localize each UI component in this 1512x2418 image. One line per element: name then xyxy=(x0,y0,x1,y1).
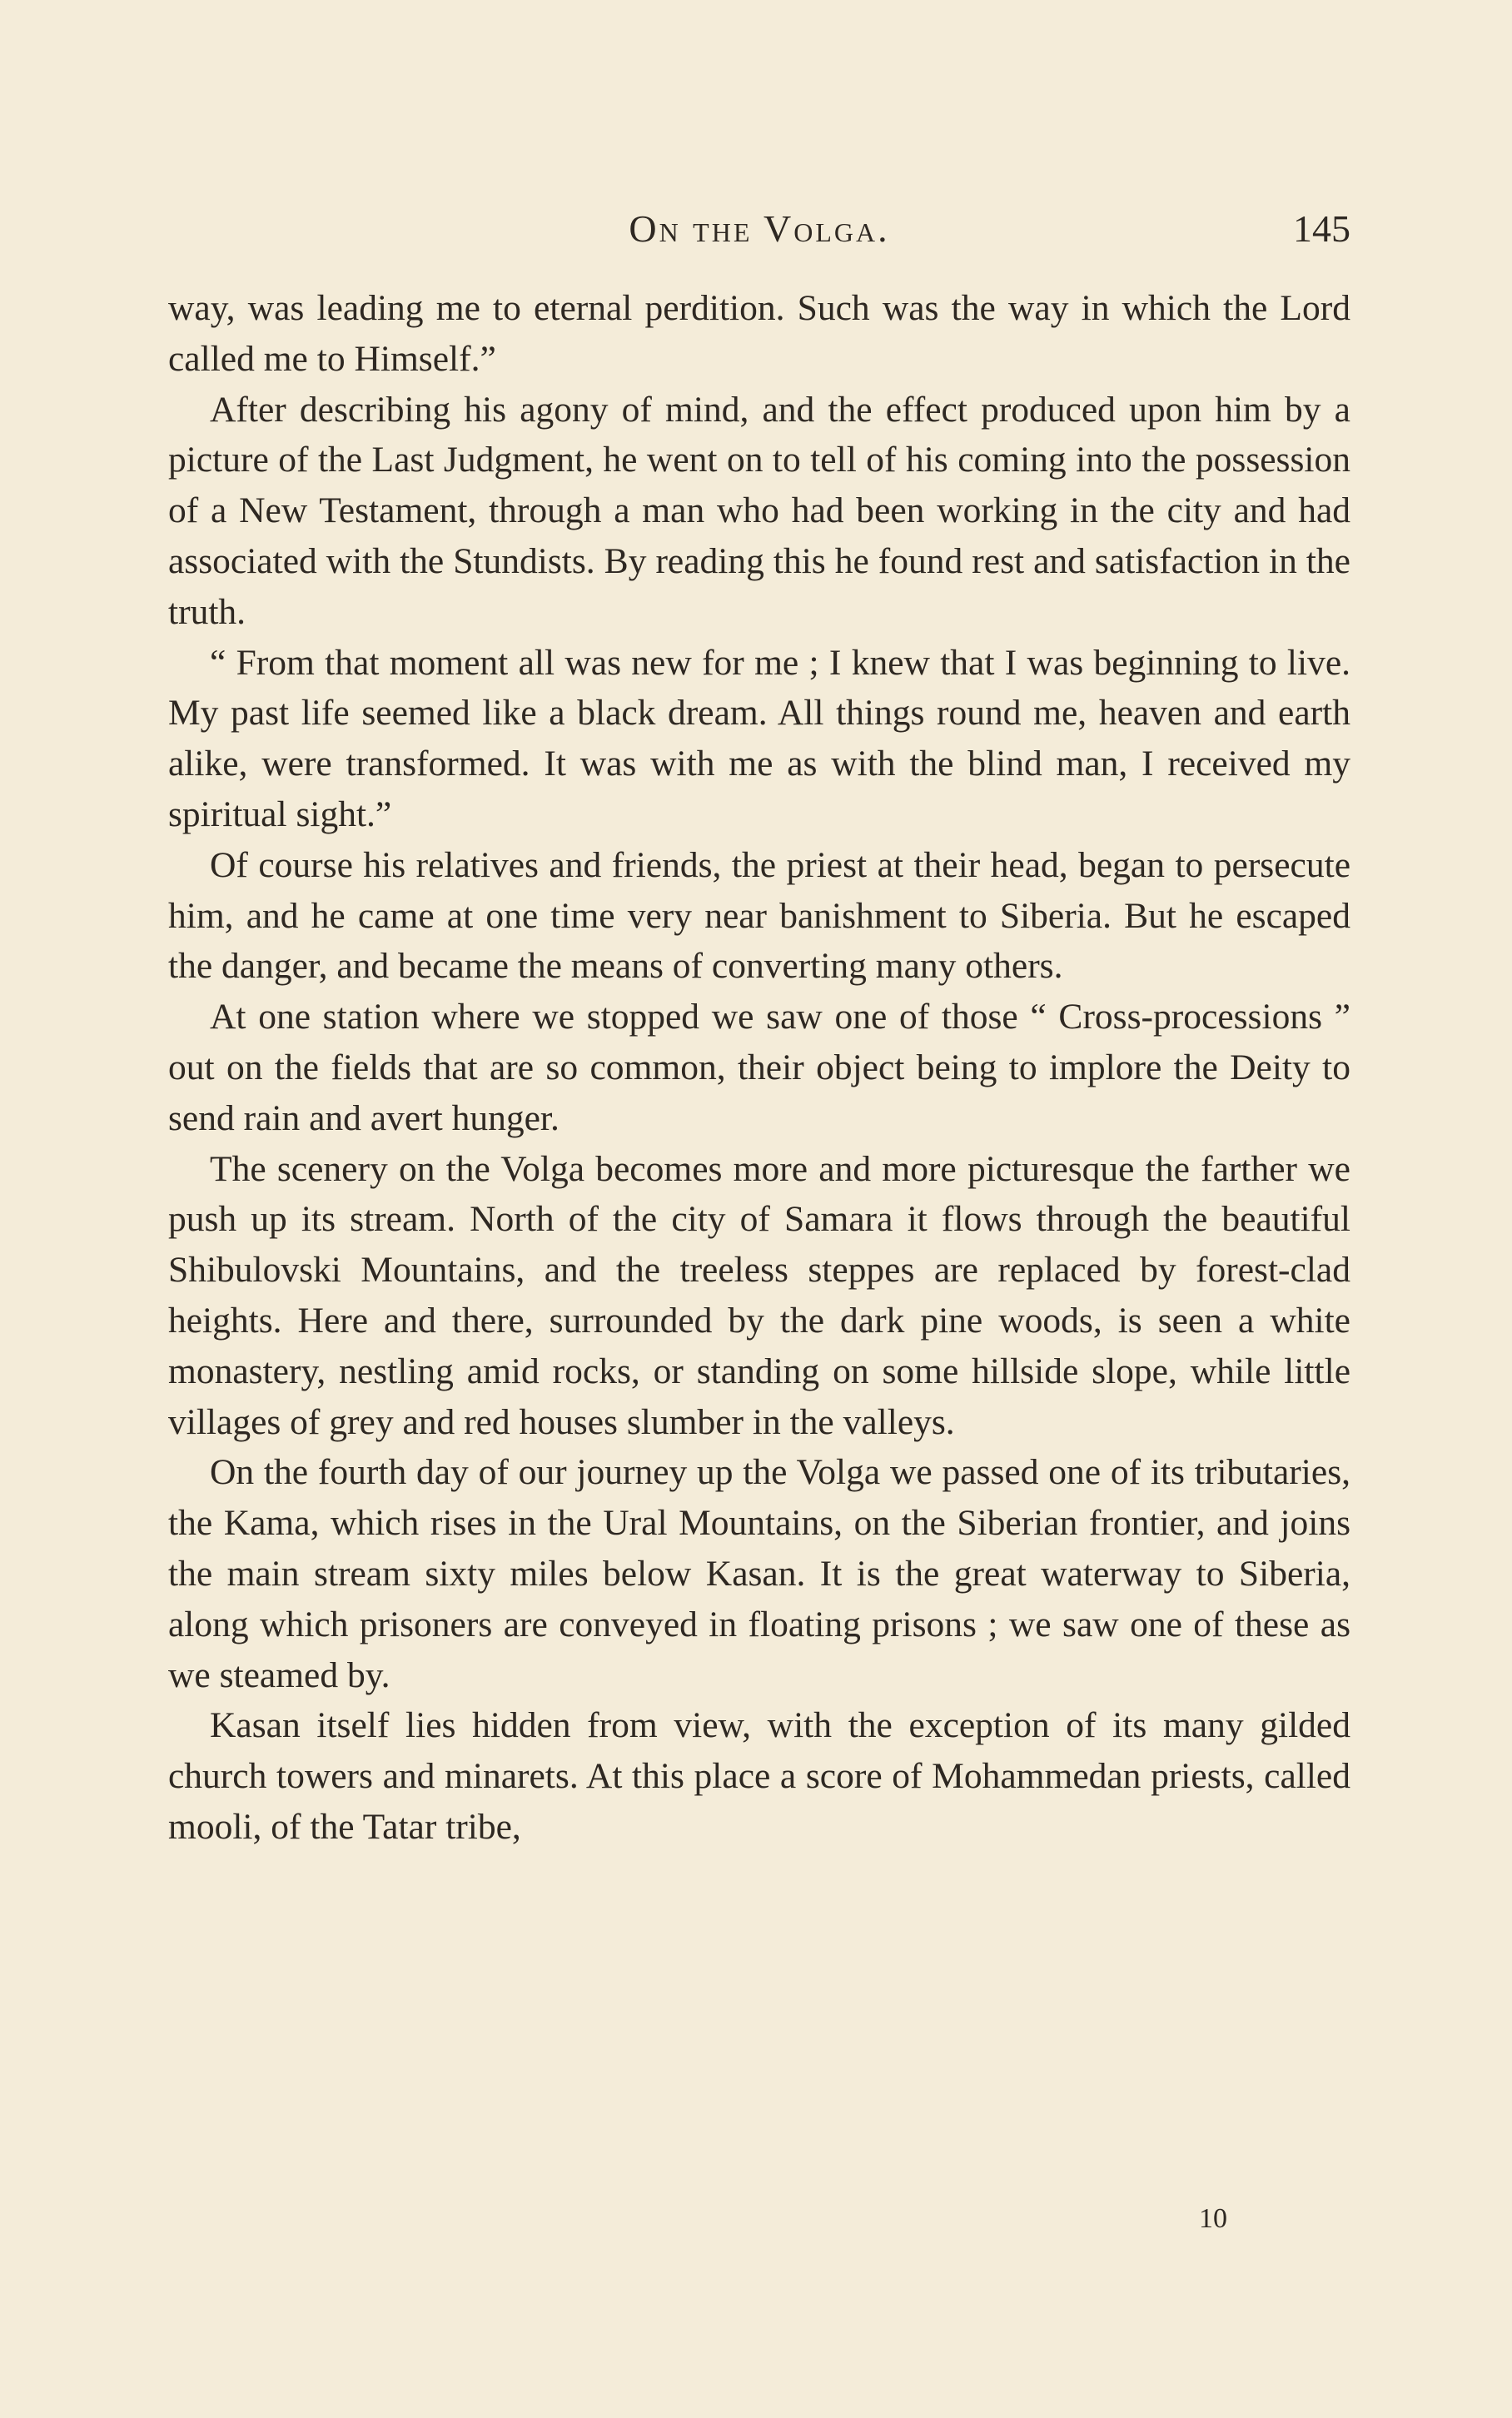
paragraph: way, was leading me to eternal perdition. Such was the way in which the Lord called me to Himself.” xyxy=(168,288,1350,379)
paragraph: On the fourth day of our journey up the Volga we passed one of its tributaries, the Kama, which rises in the Ural Mountains, on the Siberian frontier, and joins the main stream sixty miles below Kasan. It is the great waterway to Siberia, along which prisoners are conveyed in floating prisons ; we saw one of these as we steamed by. xyxy=(168,1452,1350,1695)
paragraph: At one station where we stopped we saw one of those “ Cross-processions ” out on the fields that are so common, their object being to implore the Deity to send rain and avert hunger. xyxy=(168,997,1350,1138)
page-number: 145 xyxy=(1293,207,1350,250)
body-text xyxy=(168,283,1350,1853)
paragraph: After describing his agony of mind, and the effect produced upon him by a picture of the Last Judgment, he went on to tell of his coming into the possession of a New Testament, through a man who had been working in the city and had associated with the Stundists. By reading this he found rest and satisfaction in the truth. xyxy=(168,389,1350,632)
paragraph: Kasan itself lies hidden from view, with the exception of its many gilded church towers and minarets. At this place a score of Mohammedan priests, called mooli, of the Tatar tribe, xyxy=(168,1705,1350,1847)
running-title: On the Volga. xyxy=(629,207,890,250)
paragraph: “ From that moment all was new for me ; I knew that I was beginning to live. My past life seemed like a black dream. All things round me, heaven and earth alike, were transformed. It was with me as with the blind man, I received my spiritual sight.” xyxy=(168,642,1350,834)
signature-mark: 10 xyxy=(1199,2203,1227,2234)
paragraph: Of course his relatives and friends, the priest at their head, began to persecute him, and he came at one time very near banishment to Siberia. But he escaped the danger, and became the means of converting many others. xyxy=(168,844,1350,987)
page-header xyxy=(168,206,1350,256)
paragraph: The scenery on the Volga becomes more and more picturesque the farther we push up its stream. North of the city of Samara it flows through the beautiful Shibulovski Mountains, and the treeless steppes are replaced by forest-clad heights. Here and there, surrounded by the dark pine woods, is seen a white monastery, nestling amid rocks, or standing on some hillside slope, while little villages of grey and red houses slumber in the valleys. xyxy=(168,1148,1350,1442)
